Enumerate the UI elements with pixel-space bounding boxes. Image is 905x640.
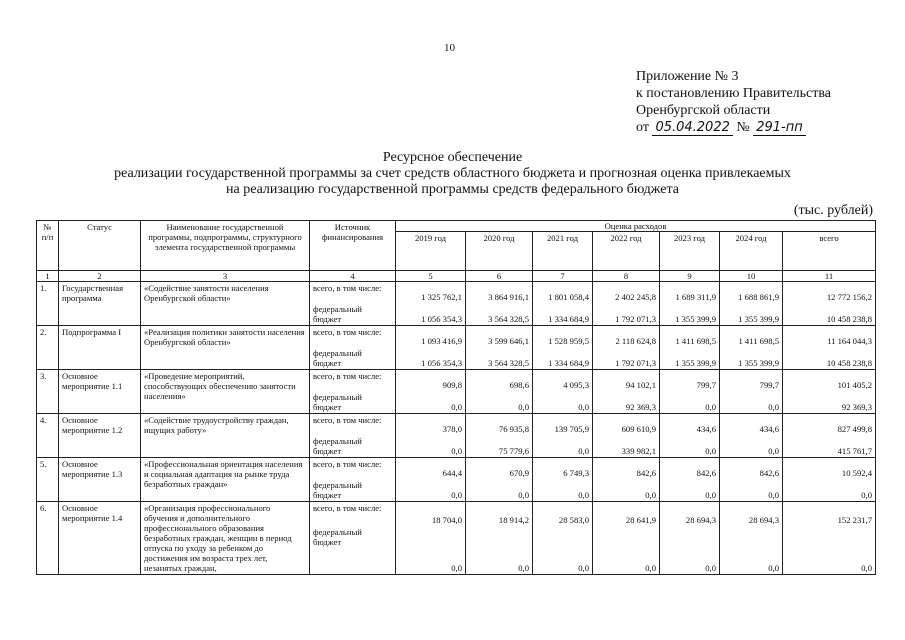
row-num: 4. <box>37 414 59 458</box>
header-source: Источник финансирования <box>310 221 396 271</box>
source-federal: федеральный бюджет <box>310 435 396 458</box>
header-year: 2021 год <box>533 232 593 271</box>
total-value: 3 864 916,1 <box>466 282 533 304</box>
column-index: 9 <box>660 271 720 282</box>
federal-value: 0,0 <box>720 435 783 458</box>
table-row <box>37 414 876 436</box>
total-value: 3 599 646,1 <box>466 326 533 348</box>
resolution-number: 291-пп <box>753 121 806 136</box>
total-value: 12 772 156,2 <box>783 282 876 304</box>
resource-table <box>36 220 876 575</box>
row-name: «Реализация политики занятости населения Оренбургской области» <box>141 326 310 370</box>
header-year: 2020 год <box>466 232 533 271</box>
total-value: 799,7 <box>660 370 720 392</box>
table-row <box>37 370 876 392</box>
total-value: 28 641,9 <box>593 502 660 527</box>
federal-value: 0,0 <box>783 526 876 574</box>
source-federal: федеральный бюджет <box>310 479 396 502</box>
federal-value: 339 982,1 <box>593 435 660 458</box>
column-index: 4 <box>310 271 396 282</box>
column-index: 7 <box>533 271 593 282</box>
source-total: всего, в том числе: <box>310 458 396 480</box>
federal-value: 1 792 071,3 <box>593 347 660 370</box>
from-label: от <box>636 120 649 135</box>
federal-value: 10 458 238,8 <box>783 347 876 370</box>
federal-value: 0,0 <box>533 391 593 414</box>
row-status: Основное мероприятие 1.3 <box>59 458 141 502</box>
appendix-line2: к постановлению Правительства <box>636 86 832 101</box>
federal-value: 0,0 <box>720 391 783 414</box>
federal-value: 75 779,6 <box>466 435 533 458</box>
page-number: 10 <box>444 42 455 54</box>
total-value: 1 528 959,5 <box>533 326 593 348</box>
table-row <box>37 502 876 527</box>
total-value: 609 610,9 <box>593 414 660 436</box>
source-total: всего, в том числе: <box>310 414 396 436</box>
table-row <box>37 282 876 304</box>
total-value: 2 118 624,8 <box>593 326 660 348</box>
row-status: Государственная программа <box>59 282 141 326</box>
total-value: 139 705,9 <box>533 414 593 436</box>
row-num: 5. <box>37 458 59 502</box>
source-total: всего, в том числе: <box>310 502 396 527</box>
federal-value: 0,0 <box>720 479 783 502</box>
row-num: 1. <box>37 282 59 326</box>
federal-value: 0,0 <box>396 391 466 414</box>
appendix-signature-line <box>636 119 831 136</box>
header-year: 2019 год <box>396 232 466 271</box>
federal-value: 0,0 <box>720 526 783 574</box>
federal-value: 0,0 <box>466 526 533 574</box>
title-line2: реализации государственной программы за счет средств областного бюджета и прогнозная оценка привлекаемых <box>114 166 791 181</box>
total-value: 698,6 <box>466 370 533 392</box>
total-value: 1 093 416,9 <box>396 326 466 348</box>
federal-value: 1 056 354,3 <box>396 347 466 370</box>
federal-value: 3 564 328,5 <box>466 303 533 326</box>
column-index: 8 <box>593 271 660 282</box>
title-line1: Ресурсное обеспечение <box>382 150 523 165</box>
total-value: 101 405,2 <box>783 370 876 392</box>
row-name: «Профессиональная ориентация населения и социальная адаптация на рынке труда безработных граждан» <box>141 458 310 502</box>
source-federal: федеральный бюджет <box>310 347 396 370</box>
federal-value: 0,0 <box>533 435 593 458</box>
source-total: всего, в том числе: <box>310 282 396 304</box>
total-value: 1 411 698,5 <box>660 326 720 348</box>
federal-value: 92 369,3 <box>783 391 876 414</box>
row-name: «Содействие занятости населения Оренбургской области» <box>141 282 310 326</box>
total-value: 842,6 <box>720 458 783 480</box>
row-status: Основное мероприятие 1.2 <box>59 414 141 458</box>
column-index: 5 <box>396 271 466 282</box>
header-status: Статус <box>59 221 141 271</box>
federal-value: 0,0 <box>466 391 533 414</box>
header-num: № п/п <box>37 221 59 271</box>
source-total: всего, в том числе: <box>310 326 396 348</box>
federal-value: 1 355 399,9 <box>720 303 783 326</box>
federal-value: 1 355 399,9 <box>660 303 720 326</box>
federal-value: 0,0 <box>660 435 720 458</box>
total-value: 842,6 <box>660 458 720 480</box>
total-value: 842,6 <box>593 458 660 480</box>
total-value: 799,7 <box>720 370 783 392</box>
federal-value: 0,0 <box>396 435 466 458</box>
federal-value: 0,0 <box>783 479 876 502</box>
federal-value: 0,0 <box>533 526 593 574</box>
title-line3: на реализацию государственной программы средств федерального бюджета <box>226 182 679 197</box>
total-value: 434,6 <box>660 414 720 436</box>
total-value: 1 411 698,5 <box>720 326 783 348</box>
total-value: 28 694,3 <box>660 502 720 527</box>
total-value: 152 231,7 <box>783 502 876 527</box>
row-status: Основное мероприятие 1.4 <box>59 502 141 575</box>
column-index-row <box>37 271 876 282</box>
row-name: «Содействие трудоустройству граждан, ищущих работу» <box>141 414 310 458</box>
row-status: Подпрограмма I <box>59 326 141 370</box>
column-index: 11 <box>783 271 876 282</box>
total-value: 28 694,3 <box>720 502 783 527</box>
total-value: 28 583,0 <box>533 502 593 527</box>
federal-value: 1 334 684,9 <box>533 303 593 326</box>
federal-value: 0,0 <box>533 479 593 502</box>
federal-value: 0,0 <box>660 526 720 574</box>
header-year: 2024 год <box>720 232 783 271</box>
source-federal: федеральный бюджет <box>310 391 396 414</box>
total-value: 94 102,1 <box>593 370 660 392</box>
table-row <box>37 458 876 480</box>
federal-value: 1 792 071,3 <box>593 303 660 326</box>
federal-value: 0,0 <box>396 479 466 502</box>
header-year: 2023 год <box>660 232 720 271</box>
federal-value: 0,0 <box>593 526 660 574</box>
header-year: 2022 год <box>593 232 660 271</box>
total-value: 1 689 311,9 <box>660 282 720 304</box>
federal-value: 1 355 399,9 <box>720 347 783 370</box>
federal-value: 415 761,7 <box>783 435 876 458</box>
column-index: 6 <box>466 271 533 282</box>
federal-value: 1 334 684,9 <box>533 347 593 370</box>
appendix-line3: Оренбургской области <box>636 103 771 118</box>
row-status: Основное мероприятие 1.1 <box>59 370 141 414</box>
row-name: «Проведение мероприятий, способствующих обеспечению занятости населения» <box>141 370 310 414</box>
total-value: 644,4 <box>396 458 466 480</box>
total-value: 909,8 <box>396 370 466 392</box>
header-total: всего <box>783 232 876 271</box>
source-federal: федеральный бюджет <box>310 526 396 574</box>
table-row <box>37 326 876 348</box>
total-value: 76 935,8 <box>466 414 533 436</box>
federal-value: 0,0 <box>593 479 660 502</box>
total-value: 1 801 058,4 <box>533 282 593 304</box>
federal-value: 92 369,3 <box>593 391 660 414</box>
column-index: 3 <box>141 271 310 282</box>
total-value: 11 164 044,3 <box>783 326 876 348</box>
column-index: 2 <box>59 271 141 282</box>
source-total: всего, в том числе: <box>310 370 396 392</box>
total-value: 2 402 245,8 <box>593 282 660 304</box>
federal-value: 0,0 <box>660 391 720 414</box>
federal-value: 3 564 328,5 <box>466 347 533 370</box>
total-value: 10 592,4 <box>783 458 876 480</box>
row-num: 6. <box>37 502 59 575</box>
source-federal: федеральный бюджет <box>310 303 396 326</box>
column-index: 10 <box>720 271 783 282</box>
appendix-line1: Приложение № 3 <box>636 69 739 84</box>
total-value: 670,9 <box>466 458 533 480</box>
total-value: 18 704,0 <box>396 502 466 527</box>
total-value: 4 095,3 <box>533 370 593 392</box>
number-sign: № <box>736 120 750 135</box>
appendix-header <box>636 68 831 136</box>
federal-value: 10 458 238,8 <box>783 303 876 326</box>
total-value: 378,0 <box>396 414 466 436</box>
header-estimate: Оценка расходов <box>396 221 876 232</box>
federal-value: 0,0 <box>396 526 466 574</box>
total-value: 827 499,8 <box>783 414 876 436</box>
total-value: 434,6 <box>720 414 783 436</box>
total-value: 1 688 861,9 <box>720 282 783 304</box>
resolution-date: 05.04.2022 <box>652 121 732 136</box>
row-num: 2. <box>37 326 59 370</box>
federal-value: 0,0 <box>466 479 533 502</box>
total-value: 6 749,3 <box>533 458 593 480</box>
document-title <box>0 150 905 198</box>
header-name: Наименование государственной программы, подпрограммы, структурного элемента государственной программы <box>141 221 310 271</box>
row-num: 3. <box>37 370 59 414</box>
federal-value: 1 056 354,3 <box>396 303 466 326</box>
federal-value: 0,0 <box>660 479 720 502</box>
units-label: (тыс. рублей) <box>793 203 873 218</box>
total-value: 1 325 762,1 <box>396 282 466 304</box>
federal-value: 1 355 399,9 <box>660 347 720 370</box>
row-name: «Организация профессионального обучения и дополнительного профессионального образования безработных граждан, женщин в период отпуска по уходу за ребенком до достижения им возраста трех лет, незанятых граждан, <box>141 502 310 575</box>
total-value: 18 914,2 <box>466 502 533 527</box>
column-index: 1 <box>37 271 59 282</box>
